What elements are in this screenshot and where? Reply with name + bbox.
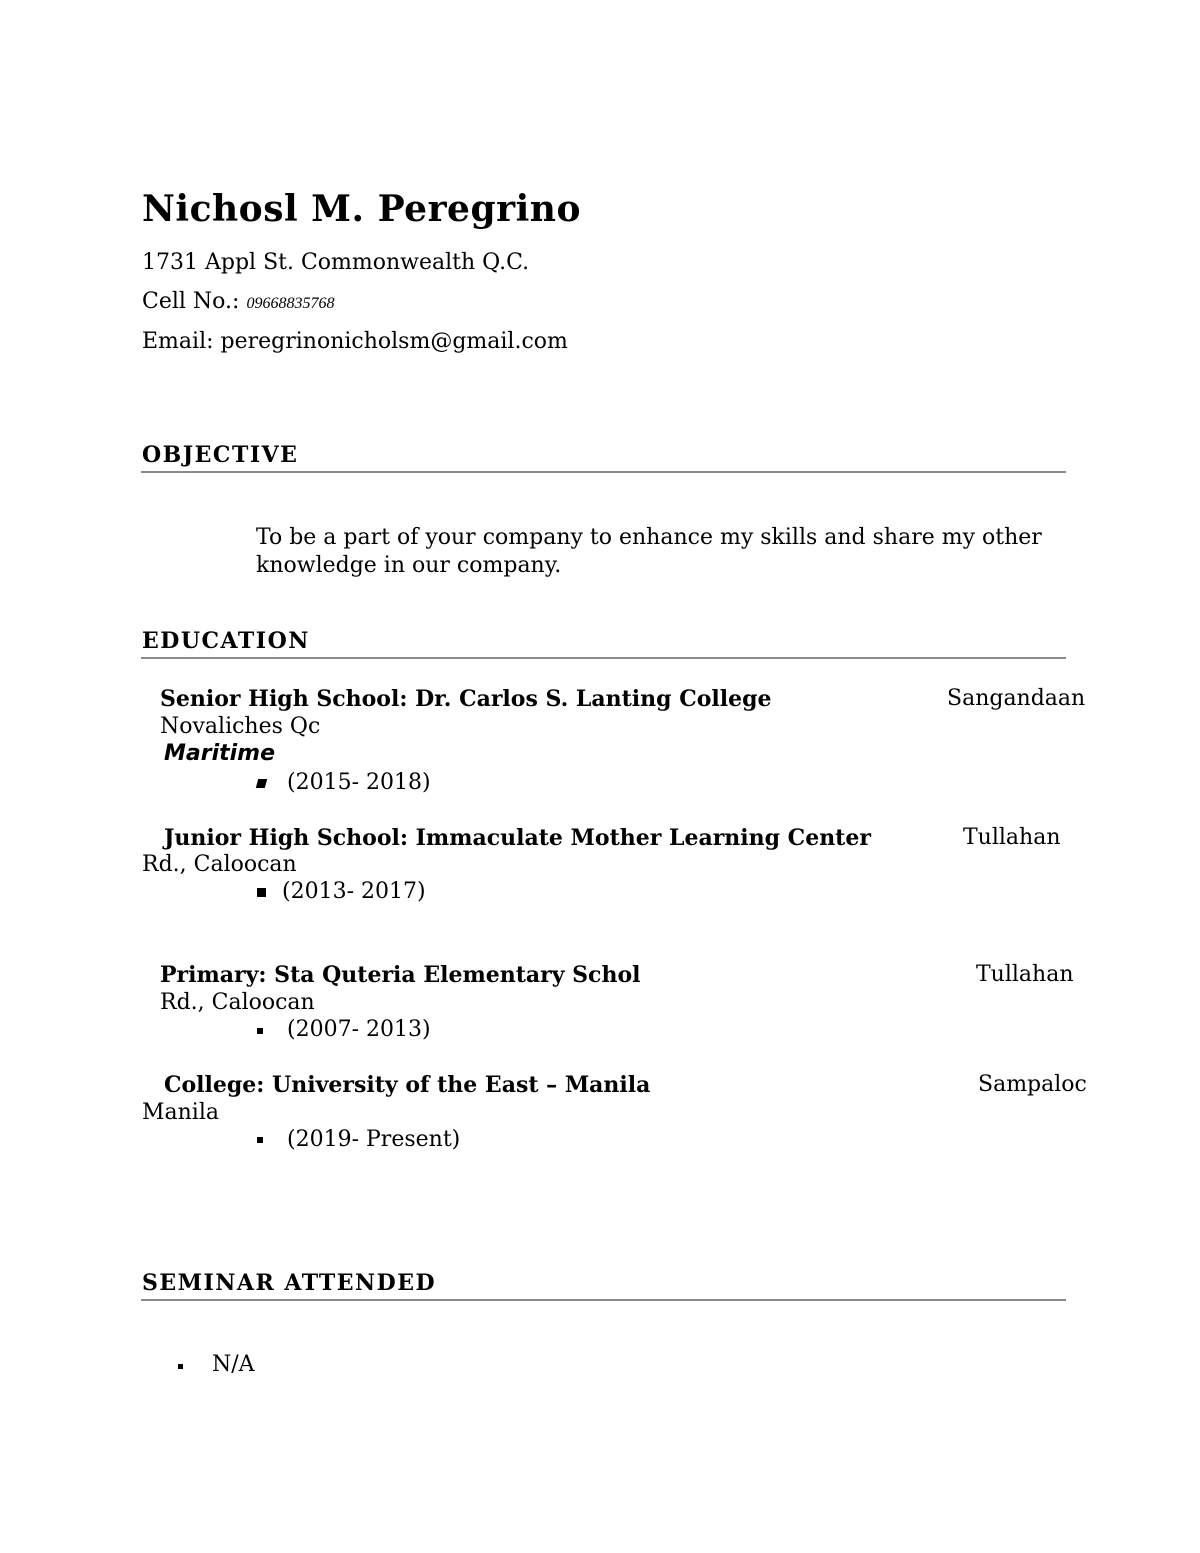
cell-line bbox=[142, 289, 334, 314]
junior-high-location: Tullahan bbox=[963, 825, 1061, 850]
bullet-icon bbox=[256, 779, 267, 788]
junior-high-years: (2013- 2017) bbox=[282, 879, 426, 904]
bullet-icon bbox=[257, 1028, 263, 1034]
primary-years: (2007- 2013) bbox=[287, 1017, 431, 1042]
seminar-rule bbox=[141, 1299, 1066, 1301]
junior-high-school: Junior High School: Immaculate Mother Learning Center bbox=[164, 825, 871, 851]
seminar-heading: SEMINAR ATTENDED bbox=[142, 1270, 437, 1296]
senior-high-years: (2015- 2018) bbox=[287, 770, 431, 795]
junior-high-location-cont: Rd., Caloocan bbox=[142, 852, 297, 877]
education-rule bbox=[141, 657, 1066, 659]
cell-label: Cell No.: bbox=[142, 289, 247, 314]
primary-location-cont: Rd., Caloocan bbox=[160, 990, 315, 1015]
primary-school: Primary: Sta Quteria Elementary Schol bbox=[160, 962, 641, 988]
college-location-cont: Manila bbox=[142, 1100, 219, 1125]
senior-high-school: Senior High School: Dr. Carlos S. Lanting College bbox=[160, 686, 772, 712]
objective-heading: OBJECTIVE bbox=[142, 442, 299, 468]
college-location: Sampaloc bbox=[978, 1072, 1087, 1097]
email: Email: peregrinonicholsm@gmail.com bbox=[142, 329, 568, 354]
education-heading: EDUCATION bbox=[142, 628, 310, 654]
senior-high-location-cont: Novaliches Qc bbox=[160, 714, 321, 739]
college-years: (2019- Present) bbox=[287, 1127, 461, 1152]
senior-high-strand: Maritime bbox=[164, 741, 276, 766]
bullet-icon bbox=[257, 1137, 263, 1143]
seminar-item: N/A bbox=[212, 1352, 255, 1377]
senior-high-location: Sangandaan bbox=[947, 686, 1086, 711]
address: 1731 Appl St. Commonwealth Q.C. bbox=[142, 250, 530, 275]
bullet-icon bbox=[257, 888, 266, 897]
college-school: College: University of the East – Manila bbox=[164, 1072, 651, 1098]
cell-number: 09668835768 bbox=[246, 295, 335, 312]
primary-location: Tullahan bbox=[976, 962, 1074, 987]
objective-rule bbox=[141, 471, 1066, 473]
objective-text: To be a part of your company to enhance my skills and share my other knowledge in our company. bbox=[256, 525, 1042, 578]
bullet-icon bbox=[178, 1364, 183, 1369]
resume-name: Nichosl M. Peregrino bbox=[142, 188, 581, 230]
